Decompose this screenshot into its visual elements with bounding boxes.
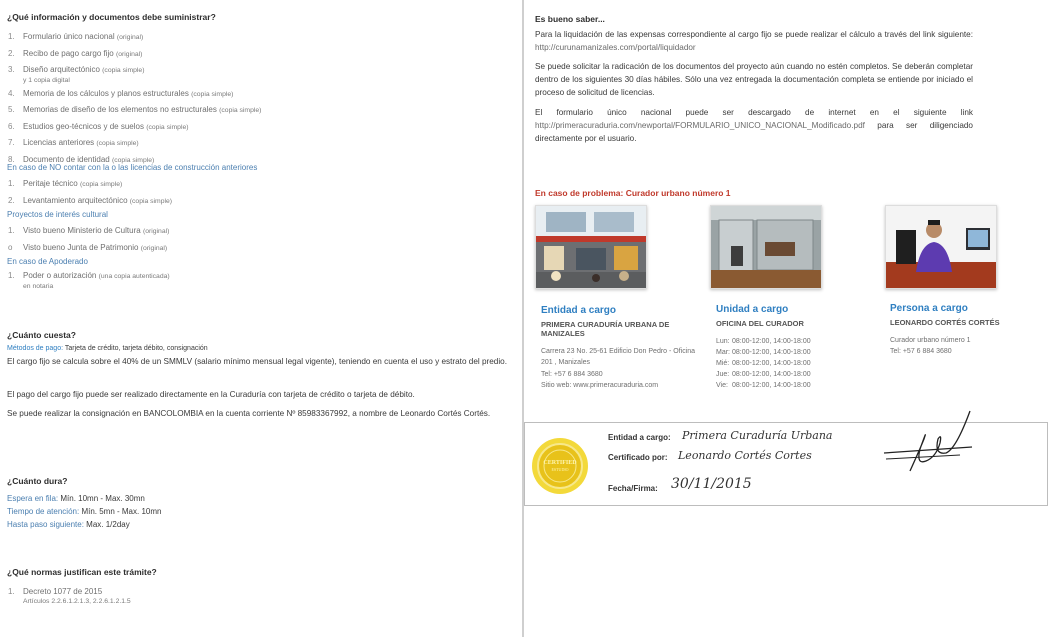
hours-row: Mar: 08:00-12:00, 14:00-18:00 [716,349,811,356]
list-item: 2. Recibo de pago cargo fijo (original) [8,48,143,58]
gold-seal [531,437,589,495]
list-item: 8. Documento de identidad (copia simple) [8,154,155,164]
list-item: 5. Memorias de diseño de los elementos no estructurales (copia simple) [8,105,262,114]
good-to-know-heading: Es bueno saber... [535,14,605,24]
certificate-certified-label: Certificado por: [608,453,668,462]
person-name: LEONARDO CORTÉS CORTÉS [890,318,1000,327]
certificate-box [524,422,1048,506]
list-item: 1. Formulario único nacional (original) [8,32,144,41]
hours-row: Vie: 08:00-12:00, 14:00-18:00 [716,382,811,389]
liquidation-paragraph: Para la liquidación de las expensas correspondiente al cargo fijo se puede realizar el cálculo a través del link siguiente: http://curunamanizales.com/portal/liquidador [535,30,973,52]
entity-web: Sitio web: www.primeracuraduria.com [541,382,659,389]
duration-row: Espera en fila: Mín. 10mn - Max. 30mn [7,494,145,503]
list-item: 6. Estudios geo-técnicos y de suelos (copia simple) [8,121,189,131]
certificate-entity-value: Primera Curaduría Urbana [682,429,833,442]
left-page [0,0,522,637]
duration-row: Hasta paso siguiente: Max. 1/2day [7,520,130,529]
radication-paragraph: Se puede solicitar la radicación de los documentos del proyecto aún cuando no estén completos. Se deberán completar dentro de los siguientes 30 días hábiles. Sólo una vez entregada la documentación completa se entiende por iniciado el proceso de solicitud de licencias. [535,62,973,97]
person-title: Persona a cargo [890,303,968,314]
entity-phone: Tel: +57 6 884 3680 [541,371,603,378]
norms-heading: ¿Qué normas justifican este trámite? [7,567,157,577]
office-hours [716,336,811,391]
unit-title: Unidad a cargo [716,304,789,315]
list-item: 7. Licencias anteriores (copia simple) [8,138,139,147]
person-role: Curador urbano número 1 [890,337,971,344]
cost-paragraph-1: El cargo fijo se calcula sobre el 40% de un SMMLV (salario mínimo mensual legal vigente), teniendo en cuenta el uso y estrato del predio. [7,357,508,366]
entity-address: Carrera 23 No. 25-61 Edificio Don Pedro - Oficina 201 , Manizales [541,348,696,366]
entity-photo [535,205,647,289]
form-download-link[interactable]: http://primeracuraduria.com/newportal/FORMULARIO_UNICO_NACIONAL_Modificado.pdf [535,121,865,130]
list-item: o Visto bueno Junta de Patrimonio (original) [8,242,168,252]
right-page [524,0,1051,637]
apoderado-list [8,268,508,292]
unit-name: OFICINA DEL CURADOR [716,319,804,328]
problem-heading: En caso de problema: Curador urbano número 1 [535,188,731,198]
form-paragraph: El formulario único nacional puede ser descargado de internet en el siguiente link http://primeracuraduria.com/newportal/FORMULARIO_UNICO_NACIONAL_Modificado.pdf para ser diligenciado directamente por el usuario. [535,108,973,143]
cost-paragraph-3: Se puede realizar la consignación en BANCOLOMBIA en la cuenta corriente Nº 85983367992, a nombre de Leonardo Cortés Cortés. [7,409,491,418]
info-heading: ¿Qué información y documentos debe suministrar? [7,12,216,22]
duration-heading: ¿Cuánto dura? [7,476,68,486]
list-item: 1. Peritaje técnico (copia simple) [8,179,123,188]
svg-text:ESTUDIO: ESTUDIO [551,467,569,472]
list-item: 1. Visto bueno Ministerio de Cultura (original) [8,226,170,235]
entity-title: Entidad a cargo [541,305,617,316]
payment-label: Métodos de pago: [7,345,64,352]
cultural-list [8,223,508,256]
signature [880,409,980,479]
no-license-list [8,176,508,209]
hours-row: Lun: 08:00-12:00, 14:00-18:00 [716,338,811,345]
cultural-title: Proyectos de interés cultural [7,210,108,219]
hours-row: Mié: 08:00-12:00, 14:00-18:00 [716,360,811,367]
entity-name: PRIMERA CURADURÍA URBANA DE MANIZALES [541,320,670,338]
certificate-date-value: 30/11/2015 [671,476,752,492]
person-phone: Tel: +57 6 884 3680 [890,348,952,355]
svg-text:CERTIFIED: CERTIFIED [543,460,577,466]
person-photo [885,205,997,289]
hours-row: Jue: 08:00-12:00, 14:00-18:00 [716,371,811,378]
list-item: 1. Poder o autorización (una copia autenticada) en notaria [8,271,170,290]
certificate-date-label: Fecha/Firma: [608,484,658,493]
list-item: 2. Levantamiento arquitectónico (copia simple) [8,195,173,205]
norms-list [8,584,508,607]
list-item: 1. Decreto 1077 de 2015 Artículos 2.2.6.1.2.1.3, 2.2.6.1.2.1.5 [8,587,131,605]
no-license-title: En caso de NO contar con la o las licencias de construcción anteriores [7,163,258,172]
cost-paragraph-2: El pago del cargo fijo puede ser realizado directamente en la Curaduría con tarjeta de crédito o tarjeta de débito. [7,390,415,399]
list-item: 4. Memoria de los cálculos y planos estructurales (copia simple) [8,88,234,98]
liquidador-link[interactable]: http://curunamanizales.com/portal/liquidador [535,43,696,52]
apoderado-title: En caso de Apoderado [7,257,88,266]
payment-methods-value: Tarjeta de crédito, tarjeta débito, consignación [64,345,208,352]
payment-methods [7,344,507,354]
list-item: 3. Diseño arquitectónico (copia simple) y 1 copia digital [8,65,145,84]
cost-heading: ¿Cuánto cuesta? [7,330,76,340]
certificate-certified-value: Leonardo Cortés Cortes [678,449,812,462]
office-photo [710,205,822,289]
certificate-entity-label: Entidad a cargo: [608,433,671,442]
documents-list [8,29,508,168]
duration-row: Tiempo de atención: Mín. 5mn - Max. 10mn [7,507,162,516]
